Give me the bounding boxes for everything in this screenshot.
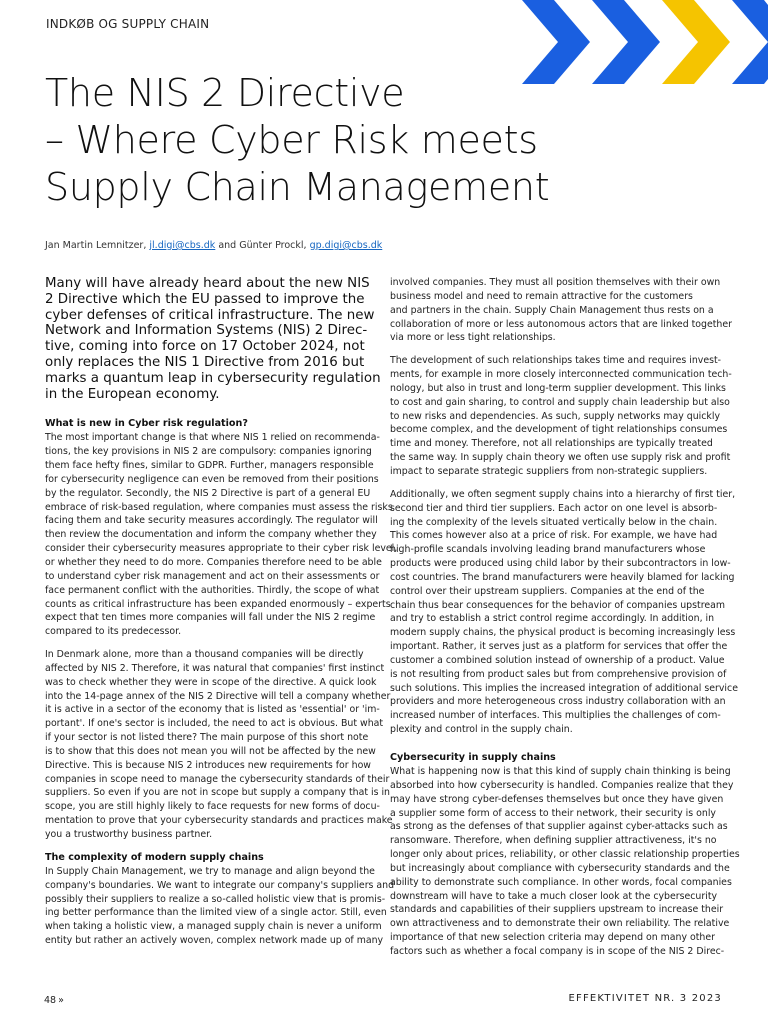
text-line: counts as critical infrastructure has been expanded enormously – experts [45,598,391,610]
title-line: Supply Chain Management [45,165,550,209]
text-line: to cost and gain sharing, to control and supply chain leadership but also [390,396,730,408]
text-line: high-profile scandals involving leading brand manufacturers whose [390,544,706,556]
text-line: if your sector is not listed there? The main purpose of this short note [45,732,369,744]
text-line: possibly their suppliers to realize a so-called holistic view that is promis- [45,893,386,905]
text-line: entity but rather an actively woven, complex network made up of many [45,935,384,947]
text-line: modern supply chains, the physical product is becoming increasingly less [390,627,736,639]
text-line: scope, you are still highly likely to face requests for new forms of docu- [45,801,380,813]
text-line: to understand cyber risk management and act on their assessments or [45,570,380,582]
text-line: In Denmark alone, more than a thousand companies will be directly [45,649,364,661]
text-line: then review the documentation and inform the company whether they [45,529,377,541]
text-line: What is happening now is that this kind of supply chain thinking is being [390,766,731,777]
text-line: and partners in the chain. Supply Chain Management thus rests on a [390,304,714,316]
text-line: into the 14-page annex of the NIS 2 Directive will tell a company whether [45,690,391,702]
text-line: expect that ten times more companies will fall under the NIS 2 regime [45,612,376,624]
text-line: when taking a holistic view, a managed supply chain is never a uniform [45,921,382,933]
text-line: suppliers. So even if you are not in scope but supply a company that is in [45,787,390,799]
body-paragraph [390,765,740,959]
text-line: compared to its predecessor. [45,626,182,638]
text-line: was to check whether they were in scope of the directive. A quick look [45,676,377,688]
text-line: absorbed into how cybersecurity is handled. Companies realize that they [390,779,734,791]
text-line: ing the complexity of the levels situated vertically below in the chain. [390,516,718,528]
title-line: – Where Cyber Risk meets [45,118,538,162]
text-line: own attractiveness and to demonstrate their own reliability. The relative [390,918,730,930]
text-line: The development of such relationships takes time and requires invest- [390,355,722,367]
text-line: via more or less tight relationships. [390,332,556,344]
page-number [44,995,64,1006]
text-line: involved companies. They must all position themselves with their own [390,277,721,288]
lead-line: 2 Directive which the EU passed to improve the [45,291,365,307]
text-line: plexity and control in the supply chain. [390,724,573,736]
text-line: ransomware. Therefore, when defining supplier attractiveness, it's no [390,835,717,847]
text-line: products were produced using child labor by their subcontractors in low- [390,558,731,570]
text-line: chain thus bear consequences for the behavior of companies upstream [390,599,725,611]
text-line: but increasingly about compliance with cybersecurity standards and the [390,862,730,874]
text-line: become complex, and the development of tight relationships consumes [390,424,728,436]
text-line: second tier and third tier suppliers. Each actor on one level is absorb- [390,502,718,514]
author-email-link[interactable]: jl.digi@cbs.dk [149,240,216,251]
page-number-value: 48 [44,995,57,1006]
text-line: providers and more heterogeneous cross industry collaboration with an [390,696,726,708]
body-paragraph [390,354,732,479]
text-line: it is active in a sector of the economy that is listed as 'essential' or 'im- [45,704,380,716]
text-line: factors such as whether a focal company is in scope of the NIS 2 Direc- [390,945,725,957]
text-line: customer a combined solution instead of ownership of a product. Value [390,654,725,666]
text-line: portant'. If one's sector is included, the need to act is obvious. But what [45,718,384,730]
lead-line: Network and Information Systems (NIS) 2 Direc- [45,323,368,339]
text-line: affected by NIS 2. Therefore, it was natural that companies' first instinct [45,662,385,674]
text-line: by the regulator. Secondly, the NIS 2 Directive is part of a general EU [45,487,371,499]
text-line: you a trustworthy business partner. [45,829,213,840]
text-line: time and money. Therefore, not all relationships are typically treated [390,438,713,450]
author-name: Jan Martin Lemnitzer, [45,240,150,251]
text-line: downstream will have to take a much closer look at the cybersecurity [390,890,718,902]
text-line: face permanent conflict with the authorities. Thirdly, the scope of what [45,584,380,596]
left-column [45,276,398,957]
text-line: mentation to prove that your cybersecurity standards and practices make [45,815,393,827]
section-heading: Cybersecurity in supply chains [390,752,556,763]
body-paragraph [45,648,393,842]
text-line: such solutions. This implies the increased integration of additional service [390,682,738,694]
text-line: Additionally, we often segment supply chains into a hierarchy of first tier, [390,488,736,500]
text-line: In Supply Chain Management, we try to manage and align beyond the [45,865,375,877]
lead-line: tive, coming into force on 17 October 2024, not [45,339,365,355]
lead-paragraph [45,276,381,402]
title-line: The NIS 2 Directive [45,71,405,115]
text-line: control over their upstream suppliers. Companies at the end of the [390,585,705,597]
text-line: ments, for example in more closely interconnected communication tech- [390,369,732,381]
lead-line: Many will have already heard about the new NIS [45,276,370,291]
lead-line: marks a quantum leap in cybersecurity regulation [45,370,381,386]
text-line: may have strong cyber-defenses themselves but once they have given [390,793,724,805]
double-chevron-icon: » [58,995,64,1006]
text-line: Directive. This is because NIS 2 introduces new requirements for how [45,759,371,771]
lead-line: cyber defenses of critical infrastructure. The new [45,307,375,323]
text-line: nology, but also in trust and long-term supplier development. This links [390,382,726,394]
text-line: is to show that this does not mean you will not be affected by the new [45,745,376,757]
section-heading: The complexity of modern supply chains [45,851,264,863]
text-line: longer only about prices, reliability, or other classic relationship properties [390,849,740,861]
text-line: The most important change is that where NIS 1 relied on recommenda- [45,432,380,444]
text-line: facing them and take security measures accordingly. The regulator will [45,515,378,527]
text-line: impact to separate strategic suppliers from non-strategic suppliers. [390,465,708,477]
body-paragraph [45,431,398,639]
body-paragraph [45,865,395,948]
section-label: INDKØB OG SUPPLY CHAIN [46,17,210,31]
text-line: This comes however also at a price of risk. For example, we have had [390,530,718,542]
text-line: a supplier some form of access to their network, their security is only [390,807,716,819]
text-line: them face hefty fines, similar to GDPR. Further, managers responsible [45,460,374,472]
article-title [45,70,745,211]
text-line: the same way. In supply chain theory we often use supply risk and profit [390,452,731,464]
text-line: importance of that new selection criteria may depend on many other [390,932,715,944]
text-line: collaboration of more or less autonomous actors that are linked together [390,318,732,330]
text-line: to new risks and dependencies. As such, supply networks may quickly [390,410,721,422]
text-line: business model and need to remain attractive for the customers [390,290,693,302]
text-line: or whether they need to do more. Companies therefore need to be able [45,556,382,568]
text-line: consider their cybersecurity measures appropriate to their cyber risk level, [45,543,398,555]
text-line: embrace of risk-based regulation, where companies must assess the risks [45,501,393,513]
text-line: increased number of interfaces. This multiplies the challenges of com- [390,710,721,722]
publication-name: EFFEKTIVITET NR. 3 2023 [568,993,722,1004]
text-line: is not resulting from product sales but from comprehensive provision of [390,668,727,680]
author-name: and Günter Prockl, [215,240,310,251]
lead-line: in the European economy. [45,386,220,402]
text-line: companies in scope need to manage the cybersecurity standards of their [45,773,390,785]
text-line: standards and capabilities of their suppliers upstream to increase their [390,904,724,916]
text-line: for cybersecurity negligence can even be removed from their positions [45,473,379,485]
text-line: cost countries. The brand manufacturers were heavily blamed for lacking [390,571,735,583]
body-paragraph [390,276,732,345]
text-line: company's boundaries. We want to integrate our company's suppliers and [45,879,395,891]
right-column [390,276,740,968]
author-line [45,240,382,251]
text-line: and try to establish a strict control regime accordingly. In addition, in [390,613,715,625]
text-line: important. Rather, it serves just as a platform for services that offer the [390,641,728,653]
lead-line: only replaces the NIS 1 Directive from 2016 but [45,354,365,370]
author-email-link[interactable]: gp.digi@cbs.dk [309,240,383,251]
section-heading: What is new in Cyber risk regulation? [45,418,248,430]
text-line: ing better performance than the limited view of a single actor. Still, even [45,907,387,919]
body-paragraph [390,488,738,737]
text-line: as strong as the defenses of that supplier against cyber-attacks such as [390,821,728,833]
text-line: tions, the key provisions in NIS 2 are compulsory: companies ignoring [45,446,372,458]
text-line: ability to demonstrate such compliance. In other words, focal companies [390,876,732,888]
